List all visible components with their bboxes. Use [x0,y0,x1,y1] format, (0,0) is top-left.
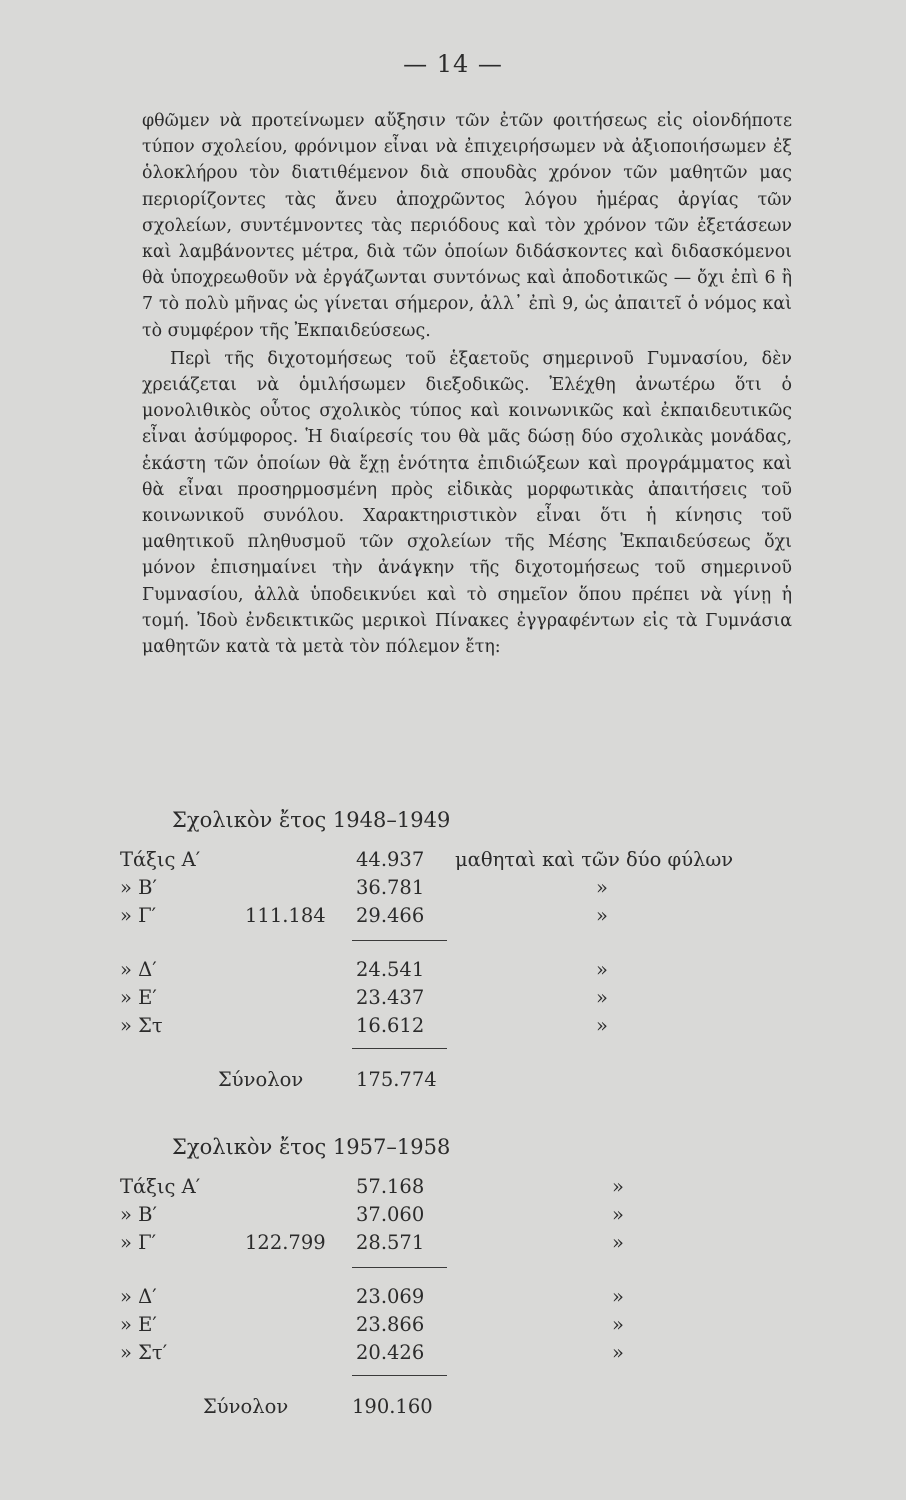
class-value: 37.060 [356,1203,425,1226]
table-row [0,986,906,1014]
total-value: 175.774 [356,1068,437,1091]
class-value: 23.866 [356,1313,425,1336]
class-value: 23.437 [356,986,425,1009]
class-value: 23.069 [356,1285,425,1308]
class-value: 57.168 [356,1175,425,1198]
class-note: » [612,1341,624,1364]
class-value: 16.612 [356,1014,425,1037]
table-title: Σχολικὸν ἔτος 1948–1949 [172,808,451,832]
class-value: 28.571 [356,1231,425,1254]
total-row [0,1395,906,1423]
class-label: Τάξις Α′ [120,1175,201,1198]
class-label: » Β′ [120,1203,157,1226]
table-row [0,1313,906,1341]
table-row [0,1341,906,1369]
class-note: » [596,876,608,899]
class-label: » Ε′ [120,1313,157,1336]
total-label: Σύνολον [218,1068,304,1091]
class-value: 29.466 [356,904,425,927]
divider [352,1267,447,1268]
divider [352,1048,447,1049]
class-label: » Στ′ [120,1341,168,1364]
divider [352,1375,447,1376]
class-value: 20.426 [356,1341,425,1364]
class-note: » [612,1313,624,1336]
paragraph-2: Περὶ τῆς διχοτομήσεως τοῦ ἑξαετοῦς σημερινοῦ Γυμνασίου, δὲν χρειάζεται νὰ ὁμιλήσωμεν διεξοδικῶς. Ἐλέχθη ἀνωτέρω ὅτι ὁ μονολιθικὸς οὗτος σχολικὸς τύπος καὶ κοινωνικῶς καὶ ἐκπαιδευτικῶς εἶναι ἀσύμφορος. Ἡ διαίρεσίς του θὰ μᾶς δώσῃ δύο σχολικὰς μονάδας, ἑκάστη τῶν ὁποίων θὰ ἔχῃ ἑνότητα ἐπιδιώξεων καὶ προγράμματος καὶ θὰ εἶναι προσηρμοσμένη πρὸς εἰδικὰς μορφωτικὰς ἀπαιτήσεις τοῦ κοινωνικοῦ συνόλου. Χαρακτηριστικὸν εἶναι ὅτι ἡ κίνησις τοῦ μαθητικοῦ πληθυσμοῦ τῶν σχολείων τῆς Μέσης Ἐκπαιδεύσεως ὄχι μόνον ἐπισημαίνει τὴν ἀνάγκην τῆς διχοτομήσεως τοῦ σημερινοῦ Γυμνασίου, ἀλλὰ ὑποδεικνύει καὶ τὸ σημεῖον ὅπου πρέπει νὰ γίνῃ ἡ τομή. Ἰδοὺ ἐνδεικτικῶς μερικοὶ Πίνακες ἐγγραφέντων εἰς τὰ Γυμνάσια μαθητῶν κατὰ τὰ μετὰ τὸν πόλεμον ἔτη: [142,348,792,658]
class-note: » [596,986,608,1009]
page-number: — 14 — [403,50,503,78]
class-subtotal: 111.184 [245,904,326,927]
class-label: » Γ′ [120,904,157,927]
table-row [0,1175,906,1203]
class-note: μαθηταὶ καὶ τῶν δύο φύλων [455,848,734,871]
table-title: Σχολικὸν ἔτος 1957–1958 [172,1135,451,1159]
class-label: » Ε′ [120,986,157,1009]
body-text [142,108,792,660]
class-note: » [612,1285,624,1308]
total-value: 190.160 [352,1395,433,1418]
class-note: » [612,1203,624,1226]
class-value: 36.781 [356,876,425,899]
table-row [0,1231,906,1259]
class-note: » [596,958,608,981]
paragraph-1: φθῶμεν νὰ προτείνωμεν αὔξησιν τῶν ἐτῶν φοιτήσεως εἰς οἱονδήποτε τύπον σχολείου, φρόνιμον εἶναι νὰ ἐπιχειρήσωμεν νὰ ἀξιοποιήσωμεν ἐξ ὁλοκλήρου τὸν διατιθέμενον διὰ σπουδὰς χρόνον τῶν μαθητῶν μας περιορίζοντες τὰς ἄνευ ἀποχρῶντος λόγου ἡμέρας ἀργίας τῶν σχολείων, συντέμνοντες τὰς περιόδους καὶ τὸν χρόνον τῶν ἐξετάσεων καὶ λαμβάνοντες μέτρα, διὰ τῶν ὁποίων διδάσκοντες καὶ διδασκόμενοι θὰ ὑποχρεωθοῦν νὰ ἐργάζωνται συντόνως καὶ ἀποδοτικῶς — ὄχι ἐπὶ 6 ἢ 7 τὸ πολὺ μῆνας ὡς γίνεται σήμερον, ἀλλ᾽ ἐπὶ 9, ὡς ἀπαιτεῖ ὁ νόμος καὶ τὸ συμφέρον τῆς Ἐκπαιδεύσεως. [142,111,792,341]
class-label: » Στ [120,1014,163,1037]
class-note: » [596,904,608,927]
class-value: 44.937 [356,848,425,871]
total-label: Σύνολον [203,1395,289,1418]
table-row [0,1285,906,1313]
class-value: 24.541 [356,958,425,981]
class-label: » Δ′ [120,958,157,981]
table-row [0,958,906,986]
class-label: » Β′ [120,876,157,899]
table-row [0,876,906,904]
class-note: » [612,1231,624,1254]
class-note: » [612,1175,624,1198]
class-note: » [596,1014,608,1037]
table-row [0,904,906,932]
table-row [0,1014,906,1042]
class-label: Τάξις Α′ [120,848,201,871]
class-label: » Γ′ [120,1231,157,1254]
class-label: » Δ′ [120,1285,157,1308]
table-row [0,848,906,876]
table-row [0,1203,906,1231]
class-subtotal: 122.799 [245,1231,326,1254]
total-row [0,1068,906,1096]
divider [352,940,447,941]
